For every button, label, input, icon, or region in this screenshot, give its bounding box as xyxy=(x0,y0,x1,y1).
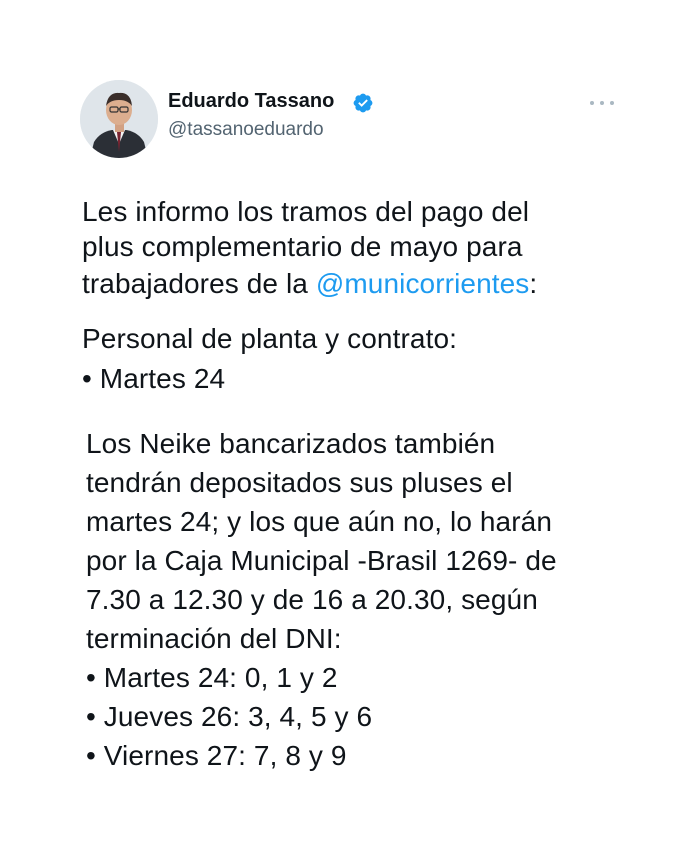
mention-link[interactable]: @municorrientes xyxy=(315,268,530,299)
tweet-line: martes 24; y los que aún no, lo harán xyxy=(86,506,552,537)
profile-photo xyxy=(80,80,158,158)
tweet-line: Los Neike bancarizados también xyxy=(86,428,496,459)
author-display-name[interactable]: Eduardo Tassano xyxy=(168,90,335,112)
tweet-line xyxy=(82,267,537,301)
tweet-text-segment: : xyxy=(529,268,538,299)
tweet-line: • Martes 24: 0, 1 y 2 xyxy=(86,662,338,693)
tweet-line: • Viernes 27: 7, 8 y 9 xyxy=(86,740,347,771)
verified-badge-icon xyxy=(352,92,374,114)
more-options-icon[interactable] xyxy=(588,96,616,110)
tweet-line: Personal de planta y contrato: xyxy=(82,323,458,354)
tweet-text-segment: trabajadores de la xyxy=(82,268,316,299)
avatar[interactable] xyxy=(80,80,158,158)
tweet-line: plus complementario de mayo para xyxy=(82,231,523,262)
tweet-line: • Martes 24 xyxy=(82,363,226,394)
tweet-line: por la Caja Municipal -Brasil 1269- de xyxy=(86,545,557,576)
tweet-line: 7.30 a 12.30 y de 16 a 20.30, según xyxy=(86,584,538,615)
author-handle[interactable]: @tassanoeduardo xyxy=(168,119,324,140)
tweet-line: Les informo los tramos del pago del xyxy=(82,196,530,227)
tweet-line: • Jueves 26: 3, 4, 5 y 6 xyxy=(86,701,373,732)
tweet-line: tendrán depositados sus pluses el xyxy=(86,467,513,498)
tweet-line: terminación del DNI: xyxy=(86,623,342,654)
